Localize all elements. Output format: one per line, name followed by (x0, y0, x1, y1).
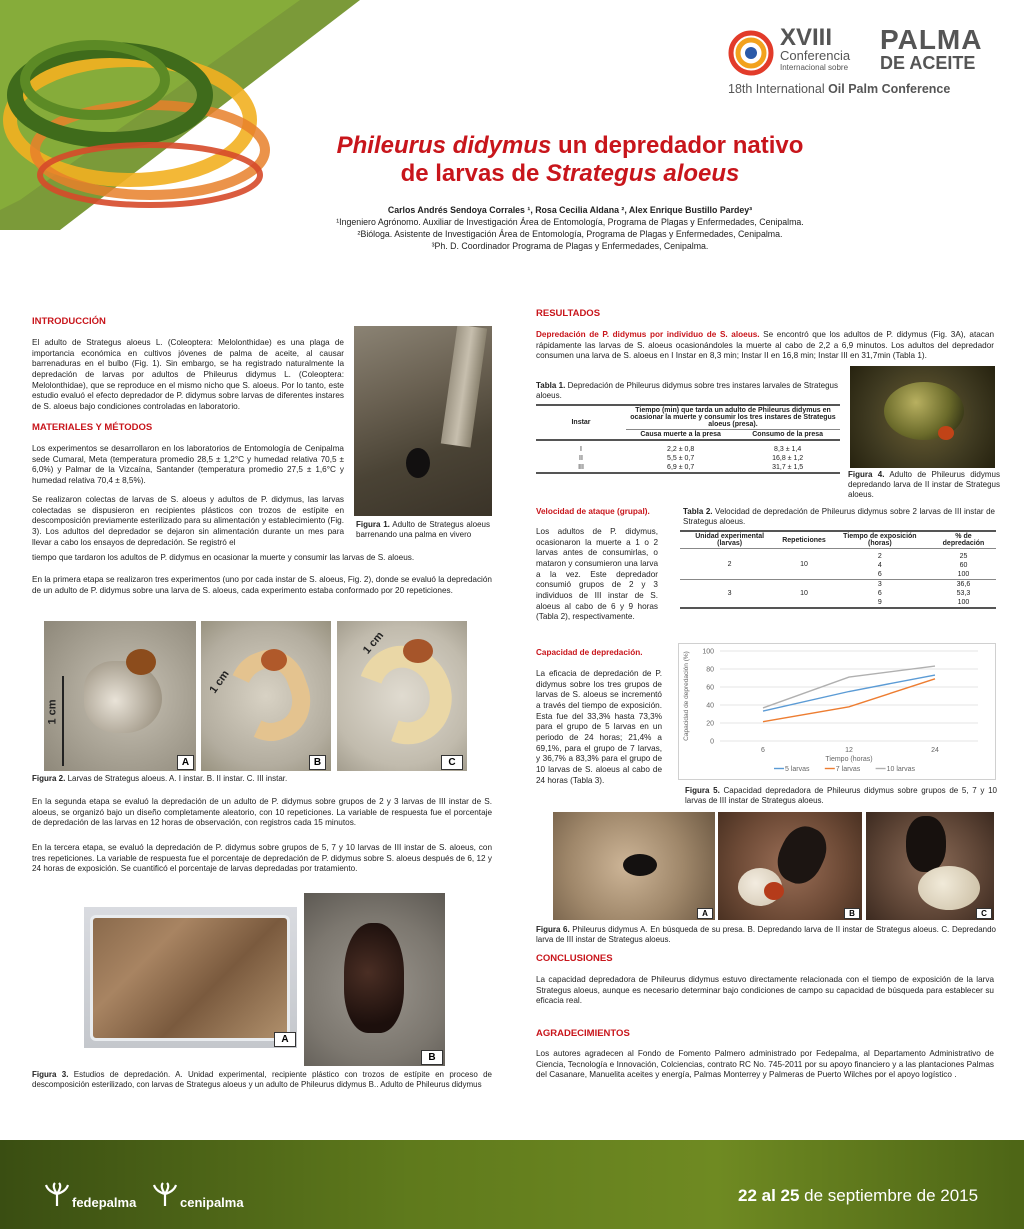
figure-2a-photo (44, 621, 196, 771)
figure-2b-photo (201, 621, 331, 771)
chart-x-axis-title: Tiempo (horas) (825, 756, 873, 763)
table-1-header-death: Causa muerte a la presa (640, 431, 721, 438)
methods-p1: Los experimentos se desarrollaron en los laboratorios de Entomología de Cenipalma sede Cumaral, Meta (temperatura promedio 28,5 ± 1,2°C y humedad relativa 70,5 ± 6,0%) y Palmar de la Vizcaína, Santander (temperatura promedio 27,5 ± 1,6°C y humedad relativa 70,4 ± 8,5%). (32, 444, 344, 485)
table-2-row (680, 549, 996, 562)
table-2-caption (683, 507, 995, 527)
table-1-header-consume: Consumo de la presa (752, 431, 824, 438)
chart-y-axis-title: Capacidad de depredación (%) (683, 651, 690, 741)
table-1-header-group: Tiempo (min) que tarda un adulto de Phileurus didymus en ocasionar la muerte y consumir los tres instares de Strategus aloeus (presa). (630, 407, 836, 428)
figure-5-chart (678, 643, 996, 780)
figure-5-text: Capacidad depredadora de Phileurus didymus sobre grupos de 5, 7 y 10 larvas de III instar de Strategus aloeus. (685, 786, 997, 805)
scale-label-c: 1 cm (360, 629, 387, 657)
cenipalma-logo-icon (152, 1182, 178, 1208)
larva-c (918, 866, 980, 910)
results-p1-text: Se encontró que los adultos de P. didymus (Fig. 3A), atacan rápidamente las larvas de S. aloeus ocasionándoles la muerte al cabo de 2,2 a 6,9 minutos. Los adultos del depredador consumen una larva de S. aloeus en I Instar en 8,3 min; Instar II en 16,8 min; Instar III en 31,7min (Tabla 1). (536, 330, 994, 361)
table-2-unit: 2 (727, 560, 732, 568)
de-aceite-title: DE ACEITE (880, 53, 976, 73)
fedepalma-logo-icon (44, 1182, 70, 1208)
chart-y-tick-label: 40 (706, 702, 714, 710)
scale-label-b: 1 cm (207, 668, 232, 696)
palm-stem (441, 326, 487, 448)
figure-4-photo (850, 366, 995, 468)
cenipalma-logo-text: cenipalma (180, 1195, 244, 1210)
larva-head-b (261, 649, 287, 671)
figure-3-caption (32, 1070, 492, 1090)
table-2-header: Tiempo de exposición (horas) (843, 533, 917, 547)
conference-sub: Internacional sobre (780, 63, 849, 72)
chart-y-tick-label: 0 (710, 738, 714, 746)
table-2-label: Tabla 2. (683, 507, 713, 516)
beetle-c (906, 816, 946, 872)
larva-head-a (126, 649, 156, 675)
table-1-cell: I (580, 446, 582, 453)
table-1-row (536, 440, 840, 454)
chart-legend-label: 5 larvas (785, 766, 810, 773)
table-2-cell: 2 (877, 553, 882, 560)
adult-beetle (344, 923, 404, 1033)
figure-2-text: Larvas de Strategus aloeus. A. I instar. B. II instar. C. III instar. (65, 774, 288, 783)
thanks-heading: AGRADECIMIENTOS (536, 1028, 630, 1039)
author-names: Carlos Andrés Sendoya Corrales ¹, Rosa Cecilia Aldana ², Alex Enrique Bustillo Pardey³ (387, 205, 753, 215)
table-2-row (680, 580, 996, 590)
conference-number: XVIII (780, 24, 833, 51)
plastic-box (90, 915, 290, 1041)
title-italic-1: Phileurus didymus (336, 132, 552, 159)
conference-word: Conferencia (780, 48, 851, 63)
scale-label-a: 1 cm (46, 699, 59, 725)
chart-y-tick-label: 100 (702, 648, 714, 656)
table-1-cell: 31,7 ± 1,5 (772, 464, 804, 471)
figure-1-label: Figura 1. (356, 520, 390, 529)
header-swirl-graphic (0, 0, 360, 230)
figure-3-label-b: B (421, 1050, 443, 1065)
thanks-text: Los autores agradecen al Fondo de Fomento Palmero administrado por Fedepalma, al Departamento Administrativo de Ciencia, Tecnología e Innovación, Colciencias, contrato RC No. 745-2011 por su apoyo financiero y a las plantaciones Palmas del Casanare, Manuelita aceites y energía, Palmas Monterrey y Palmeras de Puerto Wilches por el apoyo logístico . (536, 1049, 994, 1080)
figure-6b-photo (718, 812, 862, 920)
table-2-header-row (680, 531, 996, 549)
figure-4-label: Figura 4. (848, 470, 885, 479)
beetle-shape (406, 448, 430, 478)
results-heading: RESULTADOS (536, 308, 601, 319)
table-2-cell: 100 (957, 599, 970, 606)
methods-p2: Se realizaron colectas de larvas de S. aloeus y adultos de P. didymus, las larvas colectadas se dispusieron en recipientes plásticos con trozos de estípite en descomposición previamente esterilizado para su alimentación y establecimiento (Fig. 3). Los adultos del depredador se dejaron sin alimentación durante un mes para llevar a cabo los ensayos de depredación. Se registró el (32, 495, 344, 547)
chart-series-line (763, 675, 935, 711)
table-1-header-row-1 (536, 405, 840, 430)
figure-6a-photo (553, 812, 715, 920)
results-p2: Los adultos de P. didymus, ocasionaron la muerte a 1 o 2 larvas antes de consumirlas, o mataron y consumieron una larva a la vez. Este depredador consumió grupos de 2 y 3 individuos de III instar de S. aloeus al cabo de 6 y 9 horas (Tabla 2), respectivamente. (536, 527, 658, 622)
title-italic-2: Strategus aloeus (546, 160, 740, 187)
scale-bar-a (62, 676, 64, 766)
table-1-cell: III (578, 464, 584, 471)
table-2-cell: 3 (877, 581, 882, 588)
table-1-label: Tabla 1. (536, 381, 566, 390)
title-line-1 (220, 132, 920, 160)
palma-title: PALMA (880, 24, 983, 55)
table-1 (536, 404, 840, 474)
event-dates-rest: de septiembre de 2015 (799, 1186, 979, 1205)
intro-text: El adulto de Strategus aloeus L. (Coleoptera: Melolonthidae) es una plaga de importancia económica en cultivos jóvenes de palma de aceite, al causar barrenaduras en el bulbo (Fig. 1). Sin embargo, se ha registrado naturalmente la depredación de larvas por adultos de Phileurus didymus L. (Coleoptera: Melolonthidae), que se reproduce en el mismo nicho que S. aloeus. Por lo tanto, este estudio evaluó el efecto depredador de P. didymus sobre larvas de diferentes instares de S. aloeus bajo condiciones controladas en laboratorio. (32, 338, 344, 411)
intro-heading: INTRODUCCIÓN (32, 316, 106, 327)
table-2-cell: 25 (959, 553, 968, 560)
figure-3-label: Figura 3. (32, 1070, 69, 1079)
table-2-reps: 10 (800, 590, 808, 597)
fedepalma-logo-text: fedepalma (72, 1195, 137, 1210)
chart-y-tick-label: 20 (706, 720, 714, 728)
table-1-cell: 5,5 ± 0,7 (667, 455, 695, 462)
conference-logo-icon (728, 30, 774, 76)
table-2-header: Unidad experimental (larvas) (695, 533, 765, 547)
table-2-cell: 36,6 (956, 581, 971, 588)
affiliation-2: ²Bióloga. Asistente de Investigación Área de Entomología, Programa de Plagas y Enfermedades, Cenipalma. (357, 229, 783, 239)
figure-3a-photo (84, 907, 297, 1048)
table-1-cell: 8,3 ± 1,4 (774, 446, 802, 453)
table-2-cell: 100 (957, 571, 970, 578)
figure-6-caption (536, 925, 996, 945)
figure-2c-photo (337, 621, 467, 771)
figure-2-label: Figura 2. (32, 774, 66, 783)
figure-2-caption (32, 774, 492, 784)
conference-logo (728, 26, 998, 98)
figure-6c-photo (866, 812, 994, 920)
table-1-cell: 16,8 ± 1,2 (772, 455, 804, 462)
affiliation-1: ¹Ingeniero Agrónomo. Auxiliar de Investigación Área de Entomología, Programa de Plagas y Enfermedades, Cenipalma. (336, 217, 804, 227)
figure-3-label-a: A (274, 1032, 296, 1047)
chart-x-tick-label: 6 (761, 747, 765, 754)
figure-2-label-b: B (309, 755, 326, 770)
figure-6-text: Phileurus didymus A. En búsqueda de su presa. B. Depredando larva de II instar de Strategus aloeus. C. Depredando larva de III instar de Strategus aloeus. (536, 925, 997, 944)
figure-1-text: Adulto de Strategus aloeus barrenando una palma en vivero (356, 520, 490, 539)
figure-2-label-a: A (177, 755, 194, 770)
results-p1 (536, 330, 994, 362)
table-2-cell: 6 (877, 590, 882, 597)
results-sub3: Capacidad de depredación. (536, 648, 643, 657)
figure-6-label-c: C (976, 908, 992, 919)
beetle-in-tunnel (623, 854, 657, 876)
footer-bar (0, 1140, 1024, 1229)
conclusions-heading: CONCLUSIONES (536, 953, 613, 964)
larva-head-c (403, 639, 433, 663)
chart-x-tick-label: 12 (845, 747, 853, 754)
event-dates (738, 1186, 978, 1206)
figure-4-caption (848, 470, 1000, 500)
table-2-reps: 10 (800, 560, 808, 568)
table-2-cell: 4 (877, 562, 882, 569)
methods-p3: En la primera etapa se realizaron tres experimentos (uno por cada instar de S. aloeus, Fig. 2), donde se evaluó la depredación de un adulto de P. didymus sobre una larva de S. aloeus, cada experimento estaba conformado por 20 repeticiones. (32, 575, 492, 595)
event-dates-bold: 22 al 25 (738, 1186, 800, 1205)
international-bold: Oil Palm Conference (828, 82, 951, 96)
figure-5-label: Figura 5. (685, 786, 720, 795)
figure-6-label-a: A (697, 908, 713, 919)
figure-4-text: Adulto de Phileurus didymus depredando larva de II instar de Strategus aloeus. (848, 470, 1000, 499)
table-2-unit: 3 (727, 590, 732, 597)
methods-p4: En la segunda etapa se evaluó la depredación de un adulto de P. didymus sobre grupos de 2 y 3 larvas de III instar de S. aloeus, se organizó bajo un diseño completamente aleatorio, con 10 repeticiones. La variable de respuesta fue el porcentaje de depredación de las larvas en 12 horas de observación, con registros cada 15 minutos. (32, 797, 492, 828)
poster-title (220, 132, 920, 188)
affiliation-3: ³Ph. D. Coordinador Programa de Plagas y Enfermedades, Cenipalma. (431, 241, 709, 251)
methods-heading: MATERIALES Y MÉTODOS (32, 422, 153, 433)
figure-6-label-b: B (844, 908, 860, 919)
table-1-caption (536, 381, 838, 401)
results-sub2: Velocidad de ataque (grupal). (536, 507, 650, 516)
results-p3: La eficacia de depredación de P. didymus sobre los tres grupos de larvas de S. aloeus se incrementó a través del tiempo de exposición. Esta fue del 33,3% hasta 73,3% para el grupo de 5 larvas en un periodo de 24 horas; 21,4% a 69,1%, para el grupo de 7 larvas, y 36,7% a 83,3% para el grupo de 10 larvas de S. aloeus al cabo de 24 horas (Tabla 3). (536, 669, 662, 785)
table-1-cell: II (579, 455, 583, 462)
table-2-header: % de depredación (942, 533, 985, 547)
conclusions-text: La capacidad depredadora de Phileurus didymus estuvo directamente relacionada con el tiempo de exposición de la larva Strategus aloeus, aunque es necesario determinar bajo condiciones de campo su capacidad de búsqueda para establecer su eficacia real. (536, 975, 994, 1006)
figure-5-caption (685, 786, 997, 806)
figure-3b-photo (304, 893, 445, 1066)
authors-block (230, 204, 910, 252)
figure-1-caption (356, 520, 490, 540)
table-2-caption-text: Velocidad de depredación de Phileurus didymus sobre 2 larvas de III instar de Strategus aloeus. (683, 507, 995, 526)
table-1-cell: 2,2 ± 0,8 (667, 446, 695, 453)
table-2-header: Repeticiones (782, 536, 826, 544)
title-line-2 (220, 160, 920, 188)
table-1-header-instar: Instar (571, 419, 591, 426)
chart-series-line (763, 679, 935, 722)
figure-2-label-c: C (441, 755, 463, 770)
table-1-caption-text: Depredación de Phileurus didymus sobre tres instares larvales de Strategus aloeus. (536, 381, 838, 400)
title-rest-1: un depredador nativo (551, 132, 804, 159)
table-2 (680, 530, 996, 609)
table-2-cell: 53,3 (956, 590, 971, 597)
chart-x-tick-label: 24 (931, 747, 939, 754)
results-sub1: Depredación de P. didymus por individuo de S. aloeus. (536, 330, 760, 339)
chart-legend-label: 10 larvas (886, 766, 916, 773)
chart-y-tick-label: 60 (706, 684, 714, 692)
larva-b-head (764, 882, 784, 900)
methods-p5: En la tercera etapa, se evaluó la depredación de P. didymus sobre grupos de 5, 7 y 10 larvas de III instar de S. aloeus, con tres repeticiones. La variable de respuesta fue el porcentaje de depredación de P. didymus sobre S. aloeus después de 6, 12 y 24 horas de exposición. Se cuantificó el porcentaje de larvas depredadas por tratamiento. (32, 843, 492, 874)
methods-p2b: tiempo que tardaron los adultos de P. didymus en ocasionar la muerte y consumir las larvas de S. aloeus. (32, 553, 415, 562)
table-1-cell: 6,9 ± 0,7 (667, 464, 695, 471)
figure-3-text: Estudios de depredación. A. Unidad experimental, recipiente plástico con trozos de estípite en proceso de descomposición esterilizado, con larvas de Strategus aloeus y un adulto de Phileurus didymus B.. Adulto de Phileurus didymus (32, 1070, 492, 1089)
chart-y-tick-label: 80 (706, 666, 714, 674)
international-line (728, 82, 950, 96)
table-2-cell: 9 (877, 599, 882, 606)
international-text: 18th International (728, 82, 829, 96)
table-2-cell: 6 (877, 571, 882, 578)
chart-legend-label: 7 larvas (835, 766, 861, 773)
figure-6-label: Figura 6. (536, 925, 570, 934)
table-2-cell: 60 (959, 562, 968, 569)
figure-1-photo (354, 326, 492, 516)
larva-red-head (938, 426, 954, 440)
table-1-row (536, 454, 840, 463)
table-1-row (536, 463, 840, 473)
title-rest-2: de larvas de (400, 160, 546, 187)
